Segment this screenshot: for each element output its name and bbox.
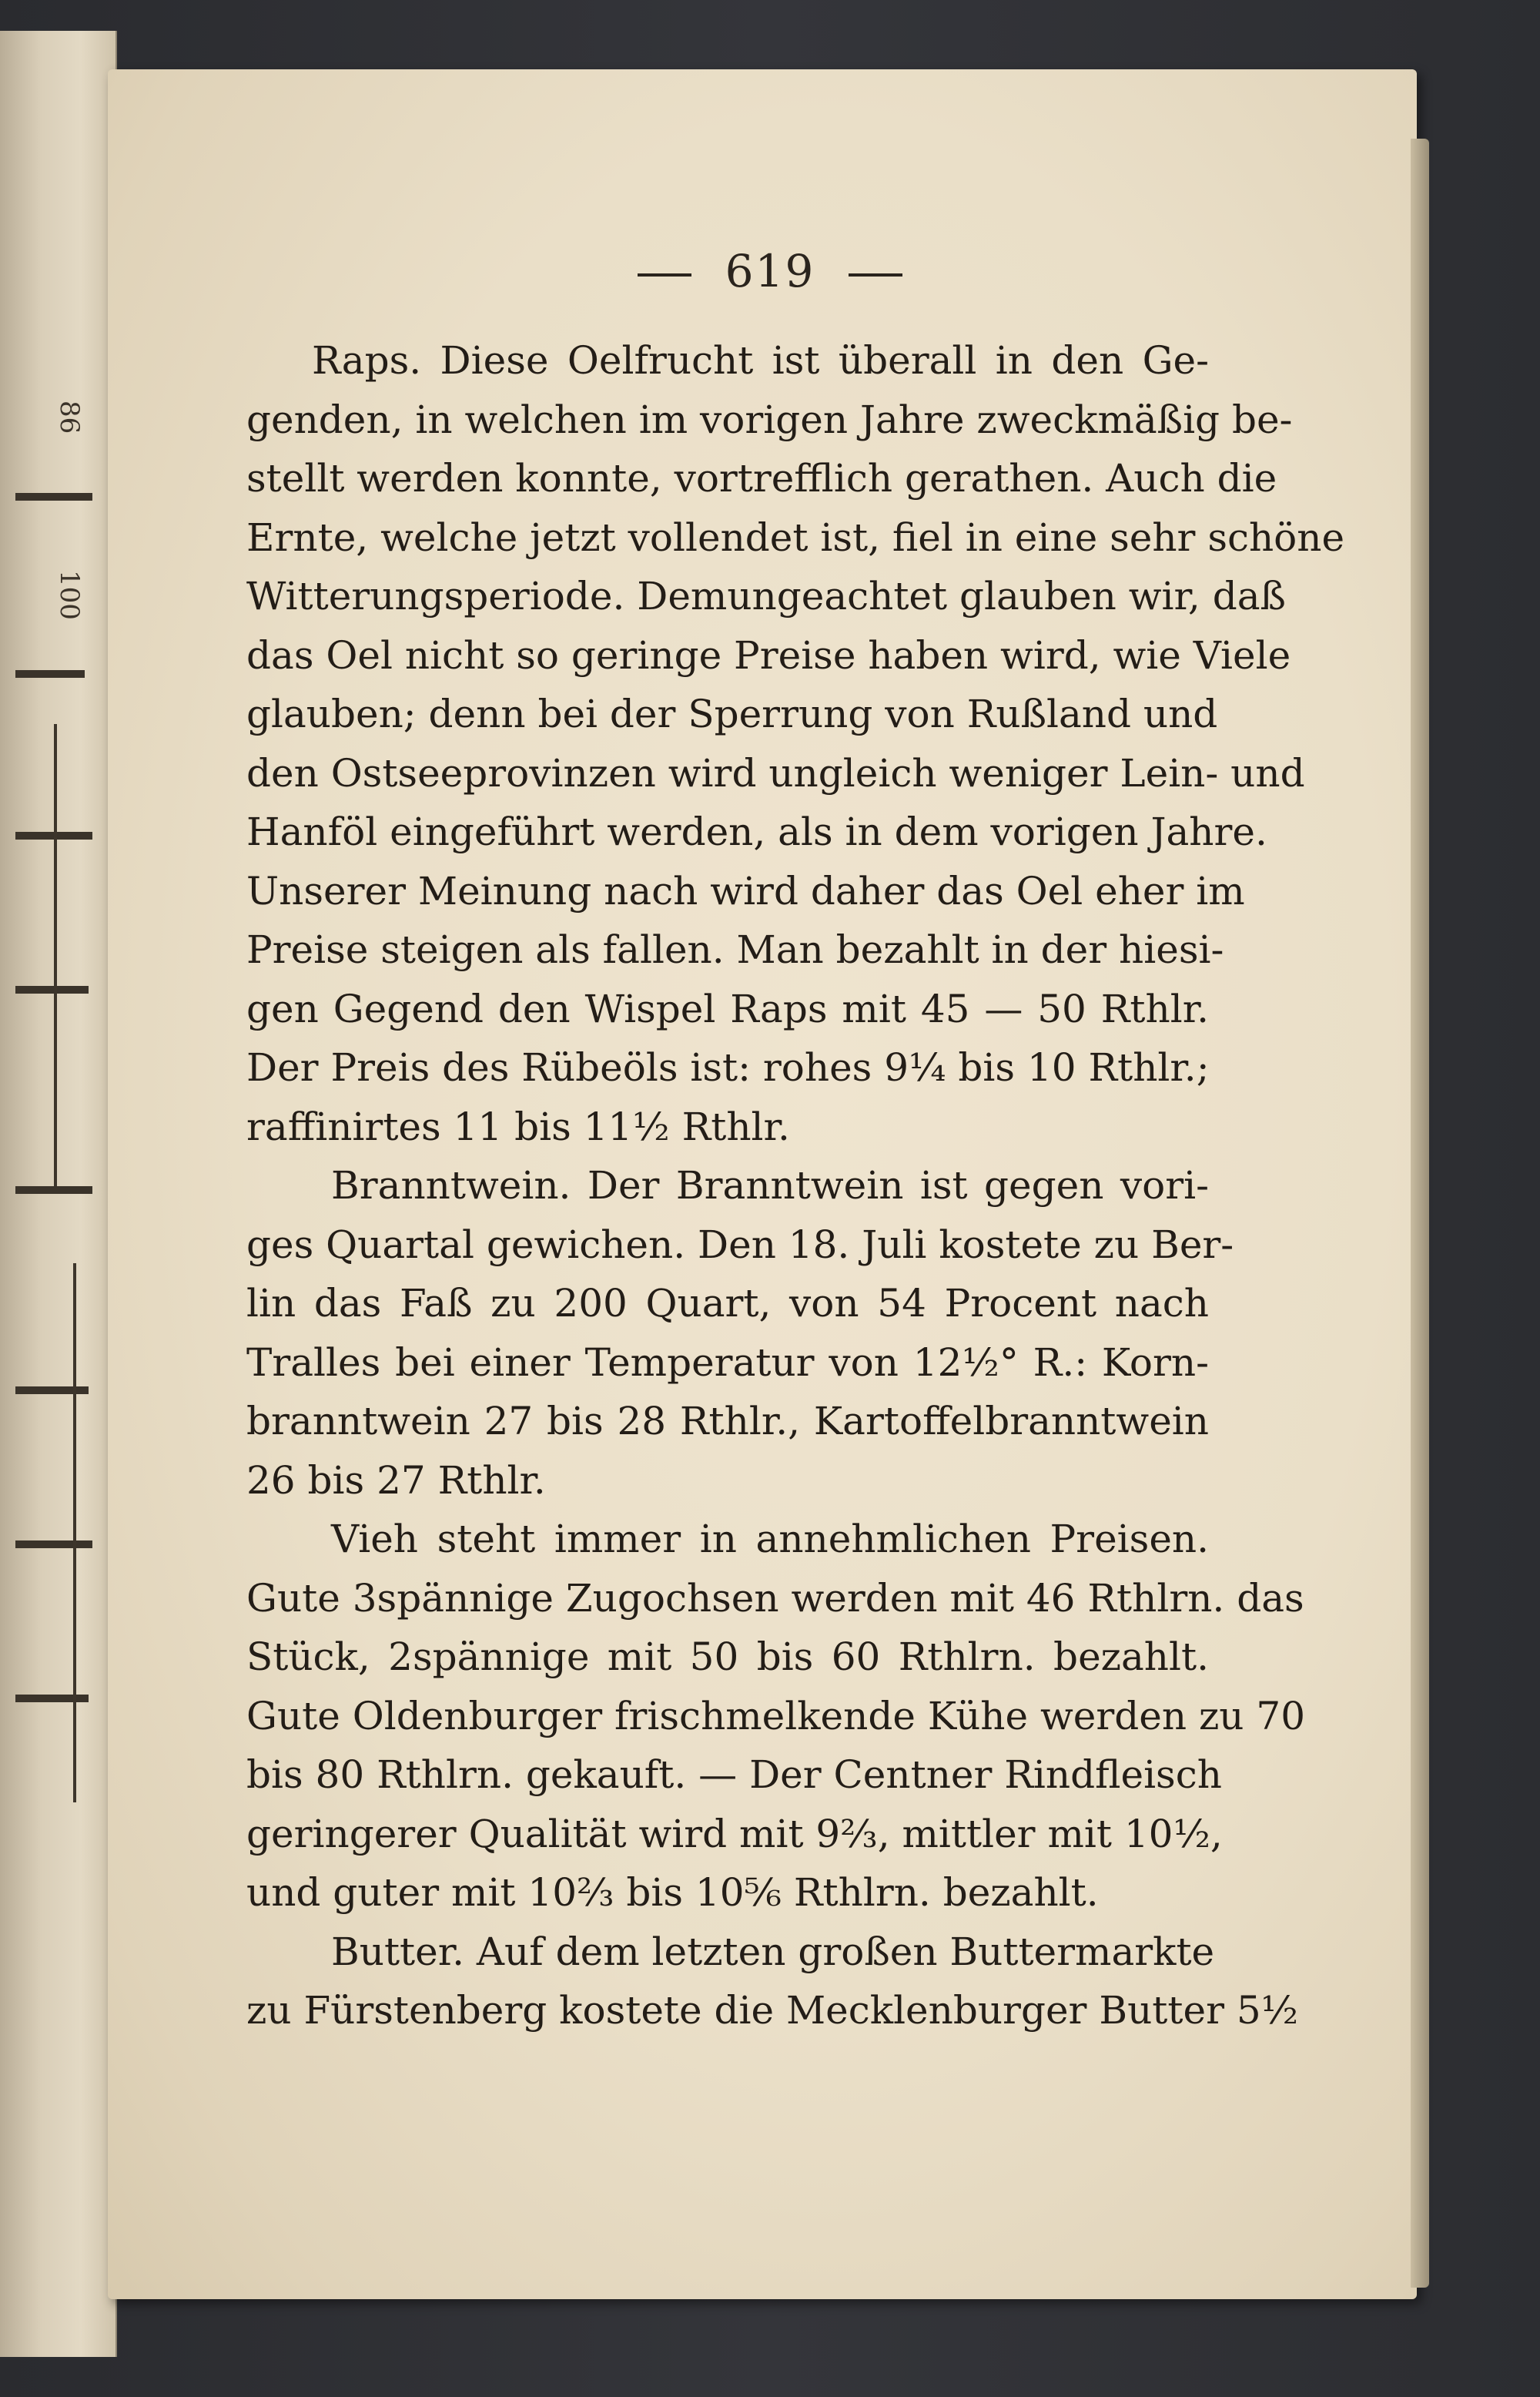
page-header — [0, 245, 1540, 297]
text-line: Witterungsperiode. Demungeachtet glauben wir, daß — [246, 574, 1286, 619]
edge-mark — [15, 1695, 89, 1702]
edge-mark — [15, 1540, 92, 1548]
text-line: branntwein 27 bis 28 Rthlr., Kartoffelbranntwein — [246, 1399, 1209, 1443]
text-line: Der Preis des Rübeöls ist: rohes 9¼ bis 10 Rthlr.; — [246, 1045, 1210, 1090]
text-line: und guter mit 10⅔ bis 10⅚ Rthlrn. bezahlt. — [246, 1870, 1099, 1915]
text-line: Gute Oldenburger frischmelkende Kühe werden zu 70 — [246, 1693, 1306, 1738]
text-line: stellt werden konnte, vortrefflich gerathen. Auch die — [246, 456, 1277, 501]
edge-mark — [15, 493, 92, 501]
text-line: Preise steigen als fallen. Man bezahlt in der hiesi- — [246, 927, 1224, 972]
edge-mark — [15, 1186, 92, 1194]
body-text — [246, 331, 1345, 2040]
edge-mark — [15, 1386, 89, 1394]
text-line: Gute 3spännige Zugochsen werden mit 46 Rthlrn. das — [246, 1575, 1304, 1621]
text-line: Raps. Diese Oelfrucht ist überall in den Ge- — [312, 338, 1209, 383]
edge-mark — [15, 670, 85, 678]
header-dash — [849, 273, 902, 277]
text-line: Vieh steht immer in annehmlichen Preisen. — [331, 1517, 1209, 1561]
text-line: raffinirtes 11 bis 11½ Rthlr. — [246, 1104, 790, 1149]
page-number: 619 — [725, 245, 815, 297]
edge-rule — [73, 1263, 76, 1802]
text-line: Unserer Meinung nach wird daher das Oel eher im — [246, 868, 1245, 914]
text-line: genden, in welchen im vorigen Jahre zweckmäßig be- — [246, 397, 1293, 442]
text-line: Butter. Auf dem letzten großen Buttermarkte — [331, 1929, 1215, 1974]
text-line: Hanföl eingeführt werden, als in dem vorigen Jahre. — [246, 810, 1267, 854]
edge-number-label: 86 — [54, 401, 85, 434]
edge-number-label: 100 — [54, 570, 85, 620]
edge-rule — [54, 724, 57, 1186]
text-line: gen Gegend den Wispel Raps mit 45 — 50 Rthlr. — [246, 986, 1209, 1031]
text-line: den Ostseeprovinzen wird ungleich weniger Lein- und — [246, 750, 1305, 796]
text-line: das Oel nicht so geringe Preise haben wird, wie Viele — [246, 632, 1291, 678]
text-line: Branntwein. Der Branntwein ist gegen vori- — [331, 1163, 1209, 1208]
text-line: ges Quartal gewichen. Den 18. Juli kostete zu Ber- — [246, 1222, 1234, 1267]
adjacent-pages-edge — [0, 31, 117, 2357]
text-line: geringerer Qualität wird mit 9⅔, mittler mit 10½, — [246, 1811, 1223, 1856]
text-line: Ernte, welche jetzt vollendet ist, fiel in eine sehr schöne — [246, 515, 1345, 560]
text-line: Tralles bei einer Temperatur von 12½° R.: Korn- — [246, 1339, 1209, 1385]
text-line: bis 80 Rthlrn. gekauft. — Der Centner Rindfleisch — [246, 1752, 1222, 1797]
header-dash — [638, 273, 691, 277]
text-line: lin das Faß zu 200 Quart, von 54 Procent nach — [246, 1281, 1209, 1326]
text-line: zu Fürstenberg kostete die Mecklenburger Butter 5½ — [246, 1988, 1299, 2033]
text-line: 26 bis 27 Rthlr. — [246, 1457, 546, 1503]
page-edge — [1411, 139, 1429, 2288]
text-line: glauben; denn bei der Sperrung von Rußland und — [246, 692, 1218, 736]
edge-mark — [15, 986, 89, 994]
text-line: Stück, 2spännige mit 50 bis 60 Rthlrn. bezahlt. — [246, 1634, 1209, 1679]
